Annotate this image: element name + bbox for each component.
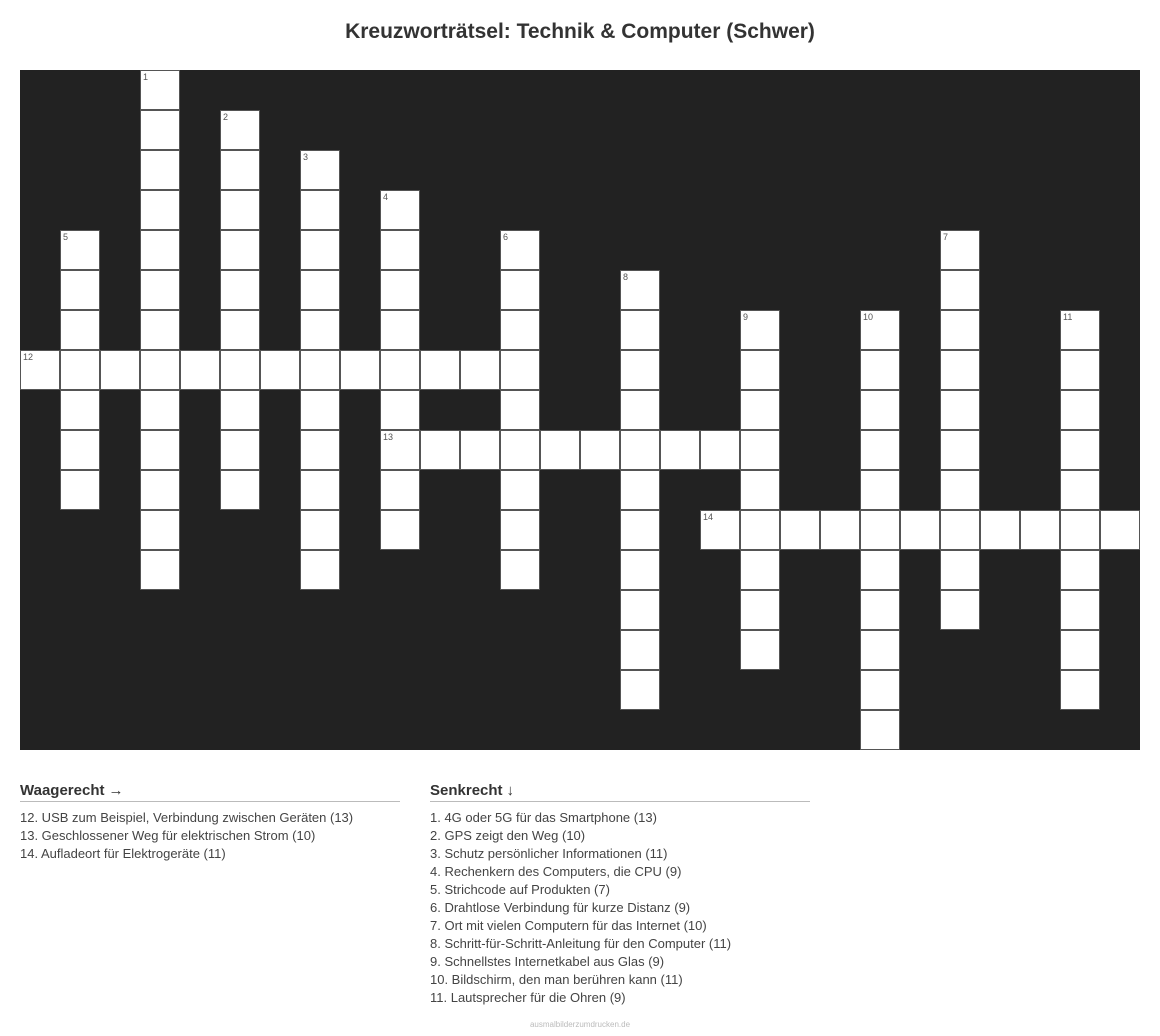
- grid-cell[interactable]: [300, 470, 340, 510]
- grid-cell[interactable]: [540, 430, 580, 470]
- grid-cell[interactable]: [260, 350, 300, 390]
- clue-number: 1: [143, 72, 149, 82]
- grid-cell[interactable]: [1060, 470, 1100, 510]
- grid-cell[interactable]: [860, 550, 900, 590]
- clue-number: 6: [503, 232, 509, 242]
- clue-number: 7: [943, 232, 949, 242]
- grid-cell[interactable]: [300, 190, 340, 230]
- grid-cell[interactable]: [140, 190, 180, 230]
- grid-cell[interactable]: [500, 510, 540, 550]
- grid-cell[interactable]: [740, 350, 780, 390]
- grid-cell[interactable]: [620, 270, 660, 310]
- grid-cell[interactable]: [60, 310, 100, 350]
- clue-number: 10: [863, 312, 874, 322]
- grid-cell[interactable]: [60, 270, 100, 310]
- grid-cell[interactable]: [940, 470, 980, 510]
- grid-cell[interactable]: [1060, 590, 1100, 630]
- down-clue: 2. GPS zeigt den Weg (10): [430, 828, 586, 843]
- grid-cell[interactable]: [1020, 510, 1060, 550]
- grid-cell[interactable]: [860, 710, 900, 750]
- clue-number: 9: [743, 312, 749, 322]
- grid-cell[interactable]: [980, 510, 1020, 550]
- grid-cell[interactable]: [220, 310, 260, 350]
- across-heading: [20, 780, 400, 802]
- grid-cell[interactable]: [940, 230, 980, 270]
- down-clue: 10. Bildschirm, den man berühren kann (11): [430, 972, 683, 987]
- grid-cell[interactable]: [380, 470, 420, 510]
- grid-cell[interactable]: [740, 390, 780, 430]
- grid-cell[interactable]: [220, 270, 260, 310]
- down-clue: 1. 4G oder 5G für das Smartphone (13): [430, 810, 657, 825]
- down-clue: 4. Rechenkern des Computers, die CPU (9): [430, 864, 682, 879]
- grid-cell[interactable]: [1060, 310, 1100, 350]
- down-clue: 9. Schnellstes Internetkabel aus Glas (9): [430, 954, 665, 969]
- grid-cell[interactable]: [60, 350, 100, 390]
- grid-cell[interactable]: [660, 430, 700, 470]
- grid-cell[interactable]: [1060, 430, 1100, 470]
- grid-cell[interactable]: [1100, 510, 1140, 550]
- clue-number: 5: [63, 232, 69, 242]
- grid-cell[interactable]: [940, 310, 980, 350]
- grid-cell[interactable]: [740, 590, 780, 630]
- grid-cell[interactable]: [620, 470, 660, 510]
- grid-cell[interactable]: [300, 390, 340, 430]
- grid-cell[interactable]: [220, 350, 260, 390]
- grid-cell[interactable]: [1060, 390, 1100, 430]
- grid-cell[interactable]: [740, 470, 780, 510]
- grid-cell[interactable]: [620, 630, 660, 670]
- across-clue: 12. USB zum Beispiel, Verbindung zwischen Geräten (13): [20, 810, 354, 825]
- grid-cell[interactable]: [300, 510, 340, 550]
- grid-cell[interactable]: [500, 310, 540, 350]
- crossword-grid: [20, 70, 1140, 750]
- grid-cell[interactable]: [460, 430, 500, 470]
- grid-cell[interactable]: [740, 510, 780, 550]
- grid-cell[interactable]: [180, 350, 220, 390]
- grid-cell[interactable]: [620, 390, 660, 430]
- grid-cell[interactable]: [940, 590, 980, 630]
- grid-cell[interactable]: [300, 550, 340, 590]
- grid-cell[interactable]: [860, 310, 900, 350]
- grid-cell[interactable]: [220, 110, 260, 150]
- grid-cell[interactable]: [140, 270, 180, 310]
- grid-cell[interactable]: [140, 230, 180, 270]
- grid-cell[interactable]: [220, 470, 260, 510]
- grid-cell[interactable]: [860, 630, 900, 670]
- grid-cell[interactable]: [300, 230, 340, 270]
- grid-cell[interactable]: [220, 390, 260, 430]
- across-clues: [20, 780, 400, 863]
- grid-cell[interactable]: [1060, 550, 1100, 590]
- grid-cell[interactable]: [60, 470, 100, 510]
- grid-cell[interactable]: [740, 550, 780, 590]
- down-clue: 6. Drahtlose Verbindung für kurze Distanz (9): [430, 900, 691, 915]
- grid-cell[interactable]: [580, 430, 620, 470]
- clue-number: 8: [623, 272, 629, 282]
- grid-cell[interactable]: [500, 390, 540, 430]
- grid-cell[interactable]: [420, 430, 460, 470]
- grid-cell[interactable]: [140, 390, 180, 430]
- grid-cell[interactable]: [740, 630, 780, 670]
- page-title: Kreuzworträtsel: Technik & Computer (Schwer): [345, 20, 815, 43]
- grid-cell[interactable]: [140, 550, 180, 590]
- grid-cell[interactable]: [20, 350, 60, 390]
- clue-number: 2: [223, 112, 229, 122]
- grid-cell[interactable]: [500, 470, 540, 510]
- clue-number: 14: [703, 512, 714, 522]
- grid-cell[interactable]: [940, 350, 980, 390]
- grid-cell[interactable]: [780, 510, 820, 550]
- grid-cell[interactable]: [500, 430, 540, 470]
- grid-cell[interactable]: [500, 350, 540, 390]
- grid-cell[interactable]: [620, 350, 660, 390]
- grid-cell[interactable]: [380, 390, 420, 430]
- grid-cell[interactable]: [300, 350, 340, 390]
- footer-credit: ausmalbilderzumdrucken.de: [529, 1020, 631, 1029]
- grid-cell[interactable]: [620, 590, 660, 630]
- grid-cell[interactable]: [700, 510, 740, 550]
- grid-cell[interactable]: [940, 510, 980, 550]
- grid-cell[interactable]: [380, 310, 420, 350]
- grid-cell[interactable]: [1060, 630, 1100, 670]
- grid-cell[interactable]: [940, 390, 980, 430]
- down-arrow-icon: ↓: [506, 782, 515, 799]
- grid-cell[interactable]: [60, 230, 100, 270]
- grid-cell[interactable]: [740, 430, 780, 470]
- grid-cell[interactable]: [60, 390, 100, 430]
- down-clue: 3. Schutz persönlicher Informationen (11): [430, 846, 668, 861]
- across-clue: 14. Aufladeort für Elektrogeräte (11): [20, 846, 226, 861]
- grid-cell[interactable]: [820, 510, 860, 550]
- grid-cell[interactable]: [140, 350, 180, 390]
- grid-cell[interactable]: [140, 150, 180, 190]
- grid-cell[interactable]: [860, 510, 900, 550]
- grid-cell[interactable]: [380, 510, 420, 550]
- grid-cell[interactable]: [860, 470, 900, 510]
- grid-cell[interactable]: [1060, 670, 1100, 710]
- grid-cell[interactable]: [60, 430, 100, 470]
- grid-cell[interactable]: [380, 430, 420, 470]
- grid-cell[interactable]: [500, 230, 540, 270]
- grid-cell[interactable]: [100, 350, 140, 390]
- grid-cell[interactable]: [380, 350, 420, 390]
- grid-cell[interactable]: [380, 270, 420, 310]
- clue-number: 12: [23, 352, 34, 362]
- grid-cell[interactable]: [420, 350, 460, 390]
- grid-cell[interactable]: [940, 550, 980, 590]
- down-clue: 7. Ort mit vielen Computern für das Internet (10): [430, 918, 707, 933]
- grid-cell[interactable]: [740, 310, 780, 350]
- grid-cell[interactable]: [620, 510, 660, 550]
- grid-cell[interactable]: [220, 190, 260, 230]
- grid-cell[interactable]: [1060, 350, 1100, 390]
- grid-cell[interactable]: [900, 510, 940, 550]
- grid-cell[interactable]: [620, 430, 660, 470]
- clue-number: 13: [383, 432, 394, 442]
- grid-cell[interactable]: [700, 430, 740, 470]
- grid-cell[interactable]: [380, 230, 420, 270]
- clue-number: 3: [303, 152, 309, 162]
- grid-cell[interactable]: [140, 110, 180, 150]
- grid-cell[interactable]: [340, 350, 380, 390]
- grid-cell[interactable]: [940, 270, 980, 310]
- grid-cell[interactable]: [380, 190, 420, 230]
- grid-cell[interactable]: [620, 670, 660, 710]
- down-heading: [430, 780, 810, 802]
- grid-cell[interactable]: [220, 430, 260, 470]
- grid-cell[interactable]: [1060, 510, 1100, 550]
- grid-cell[interactable]: [500, 270, 540, 310]
- clue-number: 11: [1063, 312, 1073, 322]
- across-heading-label: Waagerecht: [20, 782, 105, 799]
- grid-cell[interactable]: [860, 590, 900, 630]
- grid-cell[interactable]: [140, 430, 180, 470]
- down-clue: 8. Schritt-für-Schritt-Anleitung für den Computer (11): [430, 936, 732, 951]
- grid-cell[interactable]: [620, 550, 660, 590]
- grid-cell[interactable]: [140, 470, 180, 510]
- across-clue: 13. Geschlossener Weg für elektrischen Strom (10): [20, 828, 316, 843]
- grid-cell[interactable]: [300, 270, 340, 310]
- right-arrow-icon: →: [108, 782, 124, 799]
- grid-cell[interactable]: [860, 350, 900, 390]
- down-heading-label: Senkrecht: [430, 782, 503, 799]
- grid-cell[interactable]: [140, 510, 180, 550]
- grid-cell[interactable]: [140, 70, 180, 110]
- grid-cell[interactable]: [860, 430, 900, 470]
- grid-cell[interactable]: [860, 390, 900, 430]
- down-clue: 5. Strichcode auf Produkten (7): [430, 882, 610, 897]
- grid-cell[interactable]: [300, 430, 340, 470]
- down-clues: [430, 780, 810, 1007]
- grid-cell[interactable]: [220, 150, 260, 190]
- grid-cell[interactable]: [300, 310, 340, 350]
- grid-cell[interactable]: [620, 310, 660, 350]
- grid-cell[interactable]: [500, 550, 540, 590]
- grid-cell[interactable]: [140, 310, 180, 350]
- grid-cell[interactable]: [860, 670, 900, 710]
- clue-number: 4: [383, 192, 389, 202]
- grid-cell[interactable]: [300, 150, 340, 190]
- grid-cell[interactable]: [940, 430, 980, 470]
- grid-cell[interactable]: [220, 230, 260, 270]
- grid-cell[interactable]: [460, 350, 500, 390]
- down-clue: 11. Lautsprecher für die Ohren (9): [430, 990, 626, 1005]
